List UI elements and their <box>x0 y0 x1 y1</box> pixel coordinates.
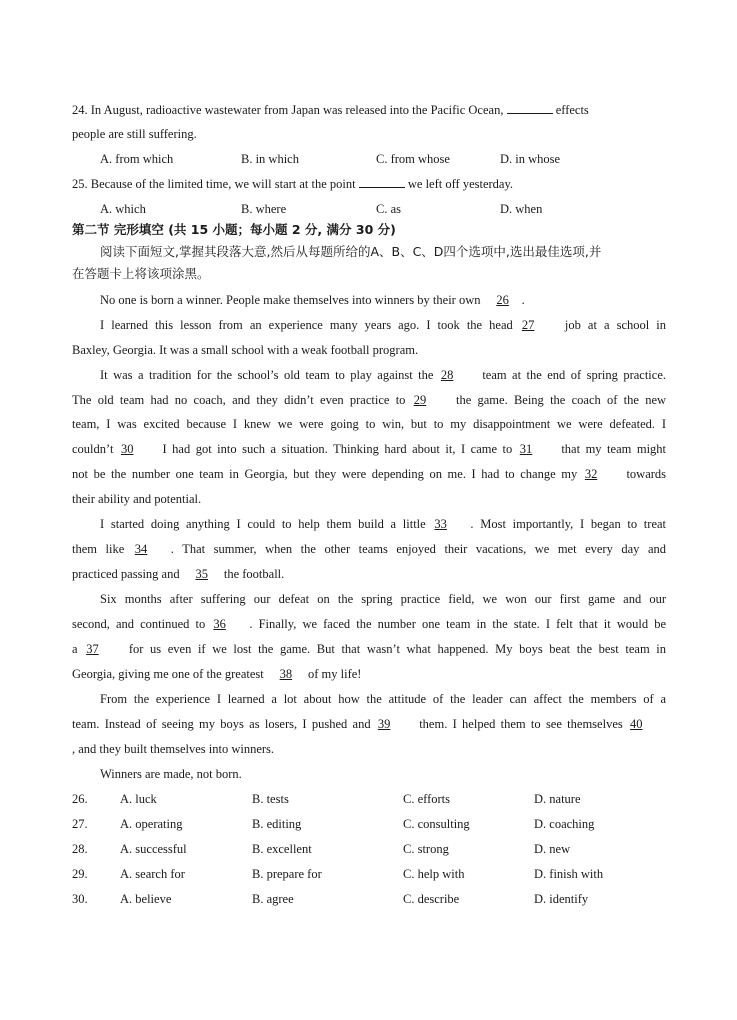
cloze-option-c: C. strong <box>403 842 449 856</box>
cloze-option-d: D. new <box>534 842 571 856</box>
q24-option-c: C. from whose <box>376 152 450 166</box>
cloze-options-27 <box>72 816 666 832</box>
cloze-option-a: A. operating <box>120 817 183 831</box>
cloze-number: 30. <box>72 892 88 906</box>
cloze-option-b: B. excellent <box>252 842 312 856</box>
passage-line-2: I learned this lesson from an experience many years ago. I took the head 27 job at a school in <box>100 318 667 332</box>
q24-option-b: B. in which <box>241 152 299 166</box>
passage-line-19: , and they built themselves into winners. <box>72 742 275 756</box>
blank-30: 30 <box>120 442 134 456</box>
passage-line-1: No one is born a winner. People make themselves into winners by their own 26 . <box>100 293 525 307</box>
passage-line-12: practiced passing and 35 the football. <box>72 567 285 581</box>
passage-line-15: a 37 for us even if we lost the game. But that wasn’t what happened. My boys beat the best team in <box>72 642 667 656</box>
cloze-number: 27. <box>72 817 88 831</box>
q25-option-a: A. which <box>100 202 146 216</box>
section-instruction-line1: 阅读下面短文,掌握其段落大意,然后从每题所给的A、B、C、D四个选项中,选出最佳选项,并 <box>100 244 602 259</box>
q25-options <box>100 201 666 217</box>
cloze-option-c: C. consulting <box>403 817 470 831</box>
passage-line-14: second, and continued to 36 . Finally, we faced the number one team in the state. I felt that it would be <box>72 617 667 631</box>
cloze-options-29 <box>72 866 666 882</box>
q25-stem-text: 25. Because of the limited time, we will start at the point <box>72 177 356 191</box>
cloze-option-a: A. search for <box>120 867 185 881</box>
blank-37: 37 <box>86 642 99 656</box>
cloze-option-c: C. describe <box>403 892 460 906</box>
cloze-option-b: B. prepare for <box>252 867 322 881</box>
blank-26: 26 <box>496 293 509 307</box>
passage-line-5: The old team had no coach, and they didn’t even practice to 29 the game. Being the coach of the new <box>72 393 667 407</box>
cloze-option-b: B. tests <box>252 792 289 806</box>
section-heading: 第二节 完形填空 (共 15 小题；每小题 2 分, 满分 30 分) <box>72 222 396 237</box>
passage-line-8: not be the number one team in Georgia, but they were depending on me. I had to change my 32 towards <box>72 467 667 481</box>
blank-29: 29 <box>413 393 427 407</box>
blank-36: 36 <box>213 617 226 631</box>
cloze-option-d: D. coaching <box>534 817 595 831</box>
passage-line-13: Six months after suffering our defeat on the spring practice field, we won our first game and our <box>100 592 666 606</box>
passage-line-11: them like 34 . That summer, when the other teams enjoyed their vacations, we met every day and <box>72 542 666 556</box>
q25-stem-tail: we left off yesterday. <box>407 177 514 191</box>
q24-stem-line1 <box>72 102 666 118</box>
cloze-option-b: B. agree <box>252 892 294 906</box>
cloze-option-a: A. believe <box>120 892 172 906</box>
q25-option-b: B. where <box>241 202 287 216</box>
blank-38: 38 <box>279 667 293 681</box>
q25-stem <box>72 176 666 192</box>
passage-line-16: Georgia, giving me one of the greatest 38 of my life! <box>72 667 362 681</box>
passage-line-9: their ability and potential. <box>72 492 202 506</box>
blank-33: 33 <box>434 517 447 531</box>
blank-28: 28 <box>440 368 454 382</box>
cloze-option-c: C. efforts <box>403 792 450 806</box>
cloze-option-d: D. identify <box>534 892 589 906</box>
cloze-number: 29. <box>72 867 88 881</box>
q24-option-d: D. in whose <box>500 152 561 166</box>
passage-line-4: It was a tradition for the school’s old team to play against the 28 team at the end of spring practice. <box>100 368 666 382</box>
blank-27: 27 <box>521 318 535 332</box>
passage-line-3: Baxley, Georgia. It was a small school with a weak football program. <box>72 343 419 357</box>
section-instruction-line2: 在答题卡上将该项涂黑。 <box>72 266 210 281</box>
q24-answer-gap <box>507 102 553 114</box>
cloze-number: 26. <box>72 792 88 806</box>
q24-stem-line2: people are still suffering. <box>72 127 197 141</box>
q24-stem-tail: effects <box>555 103 589 117</box>
q25-option-c: C. as <box>376 202 401 216</box>
q24-option-a: A. from which <box>100 152 174 166</box>
blank-32: 32 <box>584 467 598 481</box>
blank-35: 35 <box>195 567 208 581</box>
blank-39: 39 <box>377 717 391 731</box>
cloze-option-d: D. nature <box>534 792 581 806</box>
q25-answer-gap <box>359 176 405 188</box>
cloze-option-d: D. finish with <box>534 867 604 881</box>
passage-line-10: I started doing anything I could to help them build a little 33 . Most importantly, I began to treat <box>100 517 667 531</box>
blank-34: 34 <box>134 542 148 556</box>
q24-stem-text: 24. In August, radioactive wastewater from Japan was released into the Pacific Ocean, <box>72 103 504 117</box>
q25-option-d: D. when <box>500 202 543 216</box>
cloze-option-c: C. help with <box>403 867 465 881</box>
passage-line-20: Winners are made, not born. <box>100 767 242 781</box>
blank-31: 31 <box>519 442 533 456</box>
cloze-number: 28. <box>72 842 88 856</box>
passage-line-6: team, I was excited because I knew we were going to win, but to my disappointment we were defeated. I <box>72 417 666 431</box>
cloze-options-28 <box>72 841 666 857</box>
passage-line-18: team. Instead of seeing my boys as losers, I pushed and 39 them. I helped them to see themselves 40 <box>72 716 666 732</box>
passage-line-7: couldn’t 30 I had got into such a situation. Thinking hard about it, I came to 31 that my team might <box>72 442 667 456</box>
q24-options <box>100 151 666 167</box>
passage-line-17: From the experience I learned a lot about how the attitude of the leader can affect the members of a <box>100 692 666 706</box>
cloze-option-b: B. editing <box>252 817 302 831</box>
cloze-option-a: A. luck <box>120 792 157 806</box>
cloze-options-26 <box>72 791 666 807</box>
blank-40: 40 <box>630 717 643 731</box>
cloze-options-30 <box>72 891 666 907</box>
cloze-option-a: A. successful <box>120 842 187 856</box>
